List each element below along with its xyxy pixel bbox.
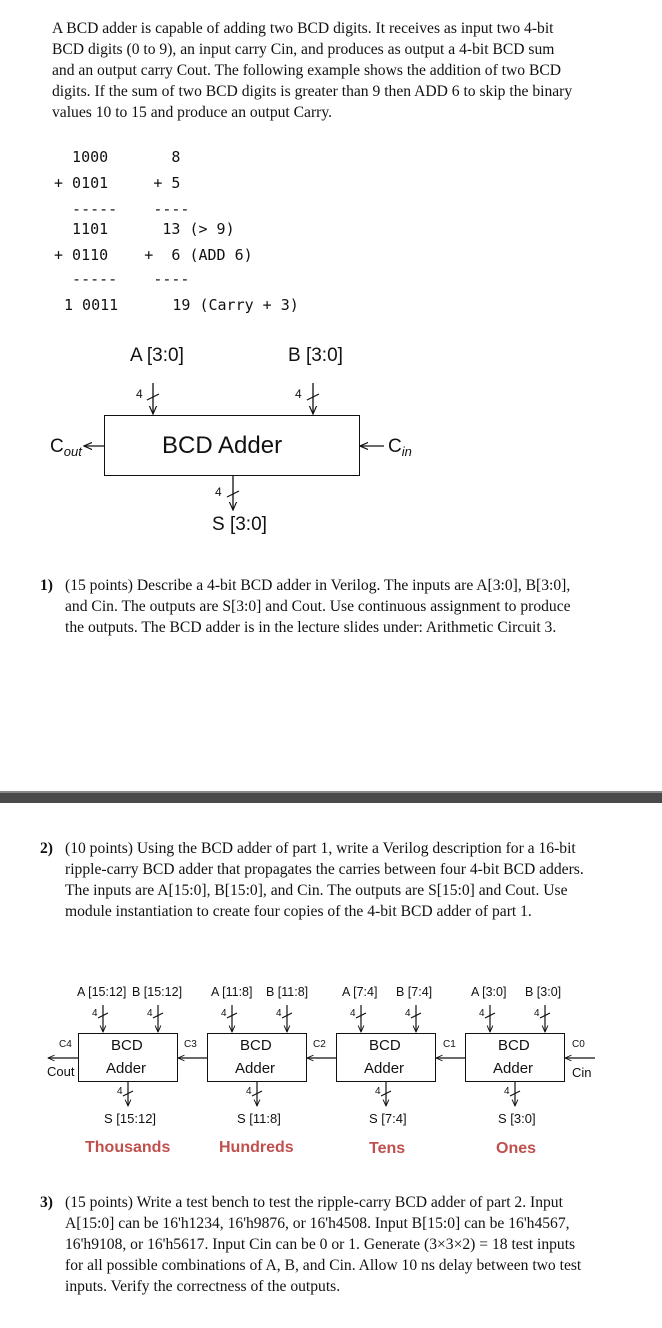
example-row: ----- ---- xyxy=(54,270,190,288)
block-label-line1: BCD xyxy=(240,1037,272,1054)
bus-width: 4 xyxy=(534,1008,540,1019)
question-3-line: for all possible combinations of A, B, and Cin. Allow 10 ns delay between two test xyxy=(65,1257,582,1274)
digit-label-thousands: Thousands xyxy=(85,1139,171,1156)
a-input-label: A [11:8] xyxy=(211,985,253,999)
cin-label-main: C xyxy=(388,436,402,457)
question-2-line: module instantiation to create four copies of the 4-bit BCD adder of part 1. xyxy=(65,903,532,920)
example-row: ----- ---- xyxy=(54,200,190,218)
intro-line: and an output carry Cout. The following example shows the addition of two BCD xyxy=(52,62,562,79)
example-row: 1101 13 (> 9) xyxy=(54,220,235,238)
cin-label-sub: in xyxy=(401,444,412,459)
question-1-line: the outputs. The BCD adder is in the lecture slides under: Arithmetic Circuit 3. xyxy=(65,619,557,636)
carry-c3-label: C3 xyxy=(184,1039,197,1050)
question-3-text xyxy=(65,1192,603,1297)
question-2-number: 2) xyxy=(40,840,53,857)
a-input-label: A [7:4] xyxy=(342,985,378,999)
s-output-label: S [3:0] xyxy=(498,1111,536,1126)
carry-c2-label: C2 xyxy=(313,1039,326,1050)
digit-label-tens: Tens xyxy=(369,1140,406,1157)
question-2-line: ripple-carry BCD adder that propagates the carries between four 4-bit BCD adders. xyxy=(65,861,584,878)
bus-width: 4 xyxy=(350,1008,356,1019)
digit-label-ones: Ones xyxy=(496,1140,537,1157)
intro-line: BCD digits (0 to 9), an input carry Cin, and produces as output a 4-bit BCD sum xyxy=(52,41,555,58)
question-1-line: and Cin. The outputs are S[3:0] and Cout. Use continuous assignment to produce xyxy=(65,598,571,615)
b-input-label: B [7:4] xyxy=(396,985,433,999)
s-output-label: S [3:0] xyxy=(212,514,267,535)
b-input-label: B [11:8] xyxy=(266,985,309,999)
question-1-line: (15 points) Describe a 4-bit BCD adder in Verilog. The inputs are A[3:0], B[3:0], xyxy=(65,577,571,594)
question-3-number: 3) xyxy=(40,1194,53,1211)
block-label-line1: BCD xyxy=(369,1037,401,1054)
example-row: + 0101 + 5 xyxy=(54,174,181,192)
question-3-line: 16'h9108, or 16'h5617. Input Cin can be 0 or 1. Generate (3×3×2) = 18 test inputs xyxy=(65,1236,576,1253)
example-row: + 0110 + 6 (ADD 6) xyxy=(54,246,253,264)
b-bus-width: 4 xyxy=(295,387,302,401)
block-label-line2: Adder xyxy=(493,1060,534,1077)
block-label-line2: Adder xyxy=(235,1060,276,1077)
question-2-line: The inputs are A[15:0], B[15:0], and Cin. The outputs are S[15:0] and Cout. Use xyxy=(65,882,568,899)
bus-width: 4 xyxy=(246,1086,252,1097)
block-label-line1: BCD xyxy=(498,1037,530,1054)
s-output-label: S [15:12] xyxy=(104,1111,157,1126)
cout-label-main: C xyxy=(50,436,64,457)
block-label-line2: Adder xyxy=(106,1060,147,1077)
bus-width: 4 xyxy=(117,1086,123,1097)
block-label-line1: BCD xyxy=(111,1037,143,1054)
block-label-line2: Adder xyxy=(364,1060,405,1077)
bus-width: 4 xyxy=(375,1086,381,1097)
bus-width: 4 xyxy=(221,1008,227,1019)
a-bus-width: 4 xyxy=(136,387,143,401)
carry-c0-label: C0 xyxy=(572,1039,585,1050)
carry-c4-label: C4 xyxy=(59,1039,72,1050)
question-2-line: (10 points) Using the BCD adder of part 1, write a Verilog description for a 16-bit xyxy=(65,840,576,857)
a-input-label: A [3:0] xyxy=(471,985,507,999)
cin-label: Cin xyxy=(572,1065,592,1080)
cout-label-sub: out xyxy=(63,444,82,459)
a-input-label: A [3:0] xyxy=(130,345,184,366)
digit-label-hundreds: Hundreds xyxy=(219,1139,294,1156)
bus-width: 4 xyxy=(405,1008,411,1019)
b-input-label: B [3:0] xyxy=(288,345,343,366)
b-input-label: B [3:0] xyxy=(525,985,562,999)
carry-c1-label: C1 xyxy=(443,1039,456,1050)
intro-line: digits. If the sum of two BCD digits is greater than 9 then ADD 6 to skip the binary xyxy=(52,83,573,100)
s-bus-width: 4 xyxy=(215,485,222,499)
question-3-line: (15 points) Write a test bench to test the ripple-carry BCD adder of part 2. Input xyxy=(65,1194,563,1211)
b-input-label: B [15:12] xyxy=(132,985,183,999)
bus-width: 4 xyxy=(276,1008,282,1019)
s-output-label: S [11:8] xyxy=(237,1111,281,1126)
question-3-line: inputs. Verify the correctness of the outputs. xyxy=(65,1278,341,1295)
intro-line: A BCD adder is capable of adding two BCD digits. It receives as input two 4-bit xyxy=(52,20,554,37)
s-output-label: S [7:4] xyxy=(369,1111,407,1126)
bus-width: 4 xyxy=(147,1008,153,1019)
bus-width: 4 xyxy=(504,1086,510,1097)
cout-label: Cout xyxy=(47,1064,75,1079)
bcd-adder-block-label: BCD Adder xyxy=(162,432,283,459)
example-row: 1 0011 19 (Carry + 3) xyxy=(64,296,299,314)
bus-width: 4 xyxy=(92,1008,98,1019)
example-row: 1000 8 xyxy=(54,148,181,166)
question-1-number: 1) xyxy=(40,577,53,594)
bus-width: 4 xyxy=(479,1008,485,1019)
a-input-label: A [15:12] xyxy=(77,985,127,999)
question-3-line: A[15:0] can be 16'h1234, 16'h9876, or 16'h4508. Input B[15:0] can be 16'h4567, xyxy=(65,1215,570,1232)
intro-line: values 10 to 15 and produce an output Carry. xyxy=(52,104,333,121)
